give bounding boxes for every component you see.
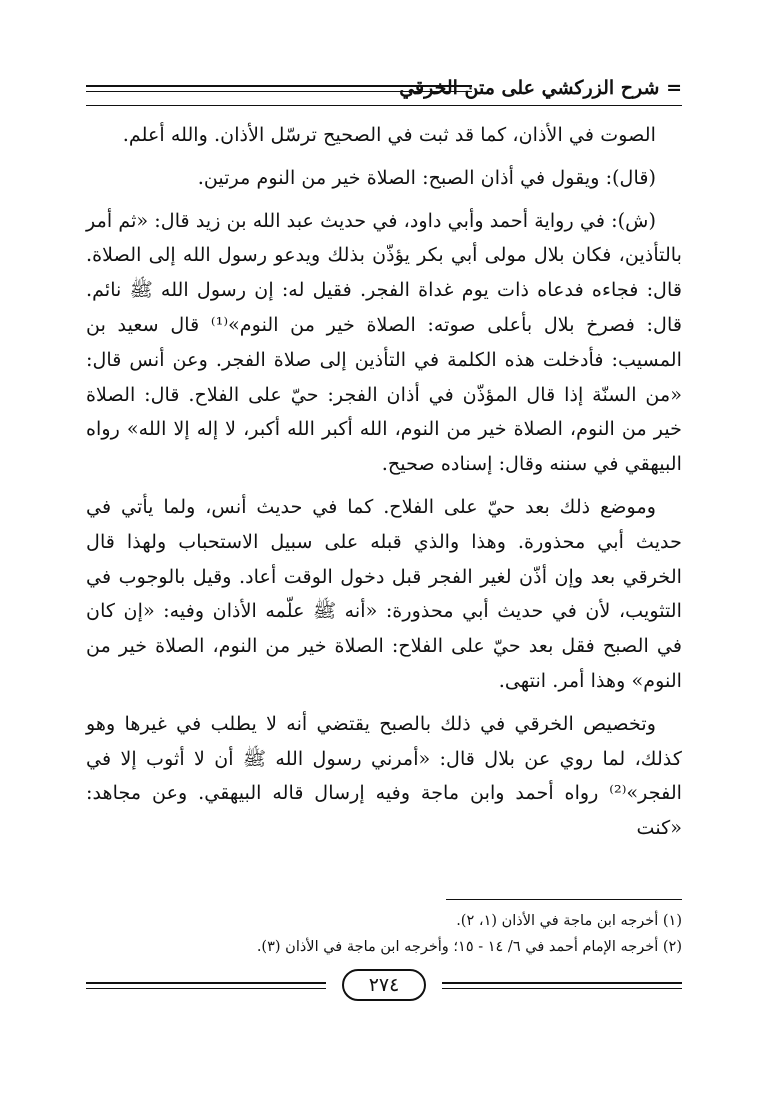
running-header (86, 76, 682, 106)
footer-rule-left-thick (86, 982, 326, 984)
main-text (86, 118, 682, 846)
page-number: ٢٧٤ (342, 969, 426, 1001)
header-title: = شرح الزركشي على متن الخرقي (399, 77, 682, 99)
paragraph-2: (قال): ويقول في أذان الصبح: الصلاة خير من النوم مرتين. (197, 165, 656, 189)
paragraph-1: الصوت في الأذان، كما قد ثبت في الصحيح ترسّل الأذان. والله أعلم. (122, 123, 656, 146)
header-underline (86, 105, 682, 106)
footnote-2: (٢) أخرجه الإمام أحمد في ٦/ ١٤ - ١٥؛ وأخرجه ابن ماجة في الأذان (٣). (256, 939, 682, 955)
paragraph-5: وتخصيص الخرقي في ذلك بالصبح يقتضي أنه لا يطلب في غيرها وهو كذلك، لما روي عن بلال قال: «أمرني رسول الله ﷺ أن لا أثوب إلا في الفجر»⁽²⁾ رواه أحمد وابن ماجة وفيه إرسال قاله البيهقي. وعن مجاهد: «كنت (86, 711, 682, 840)
footer-rule-right-thin (442, 988, 682, 989)
footnote-1: (١) أخرجه ابن ماجة في الأذان (١، ٢). (456, 913, 682, 929)
footnotes (86, 908, 682, 960)
footnote-separator (446, 899, 682, 900)
paragraph-4: وموضع ذلك بعد حيّ على الفلاح. كما في حديث أنس، ولما يأتي في حديث أبي محذورة. وهذا والذي قبله على سبيل الاستحباب ولهذا قال الخرقي بعد وإن أذّن لغير الفجر قبل دخول الوقت أعاد. وقيل بالوجوب في التثويب، لأن في حديث أبي محذورة: «أنه ﷺ علّمه الأذان وفيه: «إن كان في الصبح فقل بعد حيّ على الفلاح: الصلاة خير من النوم، الصلاة خير من النوم» وهذا أمر. انتهى. (86, 494, 682, 692)
footer-rule-left-thin (86, 988, 326, 989)
page-footer (86, 968, 682, 1012)
footer-rule-right-thick (442, 982, 682, 984)
paragraph-3: (ش): في رواية أحمد وأبي داود، في حديث عبد الله بن زيد قال: «ثم أمر بالتأذين، فكان بلال مولى أبي بكر يؤذّن بذلك ويدعو رسول الله إلى الصلاة. قال: فجاءه فدعاه ذات يوم غداة الفجر. فقيل له: إن رسول الله ﷺ نائم. قال: فصرخ بلال بأعلى صوته: الصلاة خير من النوم»⁽¹⁾ قال سعيد بن المسيب: فأدخلت هذه الكلمة في التأذين إلى صلاة الفجر. وعن أنس قال: «من السنّة إذا قال المؤذّن في أذان الفجر: حيّ على الفلاح. قال: الصلاة خير من النوم، الصلاة خير من النوم، الله أكبر الله أكبر، لا إله إلا الله» رواه البيهقي في سننه وقال: إسناده صحيح. (86, 208, 682, 476)
